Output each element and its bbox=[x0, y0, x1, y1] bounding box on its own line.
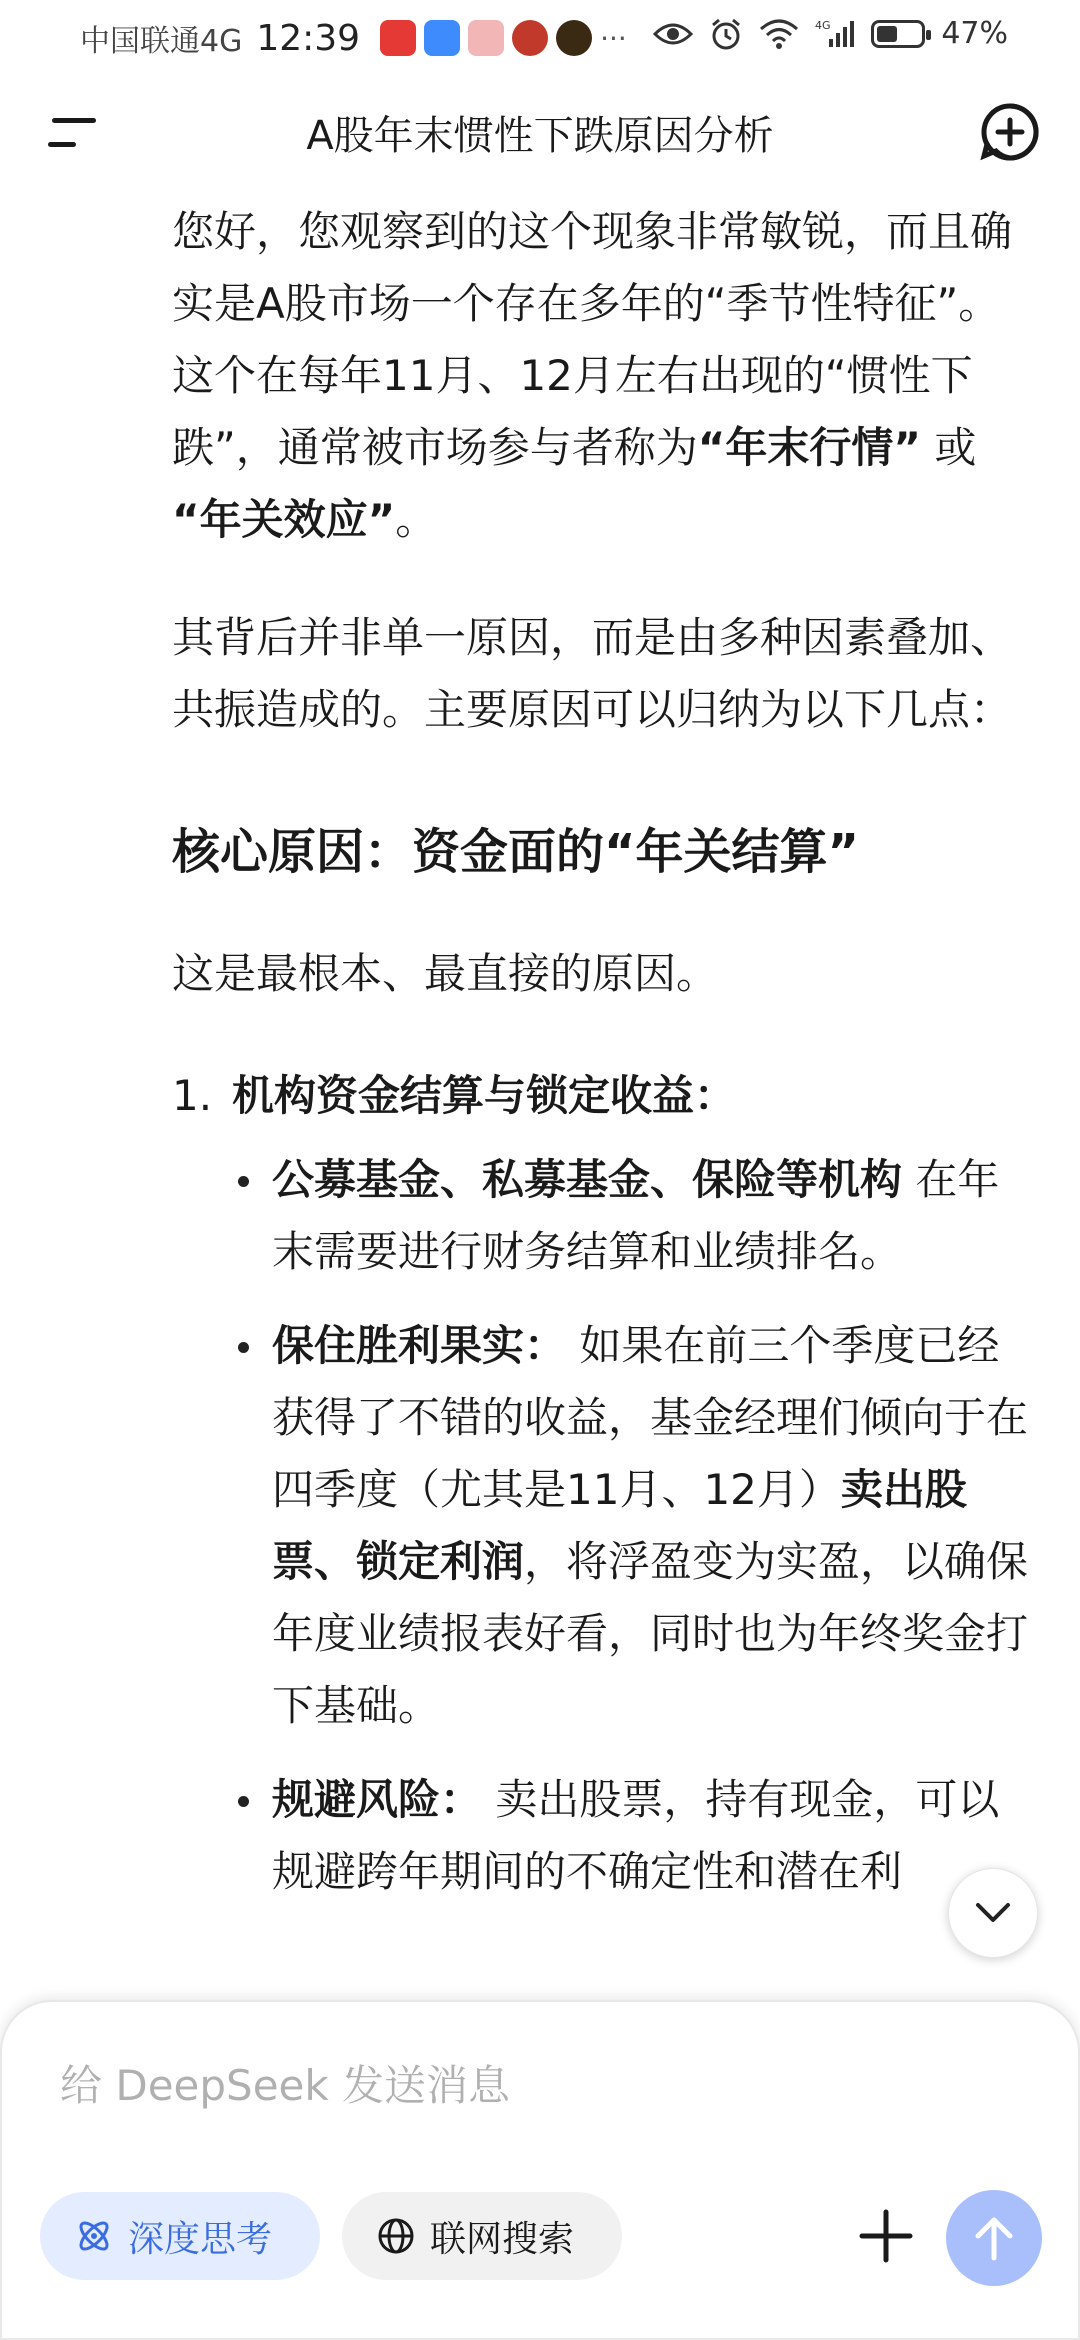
app-icon-game bbox=[556, 20, 592, 56]
alarm-icon bbox=[709, 17, 743, 51]
carrier-label: 中国联通4G bbox=[80, 24, 243, 59]
numbered-list-item bbox=[0, 1060, 1080, 1132]
message-paragraph bbox=[0, 196, 1080, 556]
list-item-title: 机构资金结算与锁定收益： bbox=[232, 1071, 737, 1120]
app-icon-avatar bbox=[512, 20, 548, 56]
text-run: 如果在前三个季度已经获得了不错的收益，基金经理们倾向于在四季度（尤其是11月、12月） bbox=[272, 1321, 1029, 1514]
new-chat-button[interactable] bbox=[978, 100, 1042, 164]
signal-4g-icon bbox=[815, 19, 855, 49]
new-chat-icon bbox=[978, 100, 1042, 164]
message-input[interactable]: 给 DeepSeek 发送消息 bbox=[60, 2061, 511, 2110]
more-notifications-icon: ··· bbox=[600, 21, 627, 55]
send-button[interactable] bbox=[946, 2190, 1042, 2286]
notification-icons bbox=[380, 20, 627, 56]
text-run: 卖出股票，持有现金，可以规避跨年期间的不确定性和潜在利 bbox=[272, 1775, 1000, 1896]
list-item bbox=[0, 1764, 1080, 1908]
battery-fill bbox=[877, 26, 897, 42]
deep-think-toggle[interactable] bbox=[40, 2192, 320, 2280]
status-left bbox=[80, 16, 627, 60]
chevron-down-icon bbox=[975, 1902, 1011, 1924]
wifi-icon bbox=[759, 19, 799, 49]
text-run: 或 bbox=[920, 423, 977, 472]
battery-icon bbox=[871, 20, 925, 48]
web-search-label: 联网搜索 bbox=[430, 2218, 575, 2260]
bullet-list bbox=[0, 1144, 1080, 1908]
text-run: ，将浮盈变为实盈，以确保年度业绩报表好看，同时也为年终奖金打下基础。 bbox=[272, 1537, 1029, 1730]
web-search-toggle[interactable] bbox=[342, 2192, 622, 2280]
status-bar bbox=[0, 0, 1080, 76]
bold-text: 公募基金、私募基金、保险等机构 bbox=[272, 1155, 903, 1204]
app-icon-blue bbox=[424, 20, 460, 56]
message-paragraph: 其背后并非单一原因，而是由多种因素叠加、共振造成的。主要原因可以归纳为以下几点： bbox=[172, 613, 1013, 734]
app-icon-box bbox=[468, 20, 504, 56]
attach-button[interactable] bbox=[848, 2198, 924, 2274]
eye-icon bbox=[653, 20, 693, 48]
atom-icon bbox=[74, 2216, 114, 2256]
assistant-message bbox=[0, 196, 1080, 1996]
list-item bbox=[0, 1144, 1080, 1288]
deep-think-label: 深度思考 bbox=[128, 2218, 273, 2260]
bold-text: 保住胜利果实： bbox=[272, 1321, 567, 1370]
list-number: 1. bbox=[172, 1071, 213, 1120]
clock: 12:39 bbox=[256, 17, 361, 59]
plus-icon bbox=[848, 2198, 924, 2274]
bold-text: “年关效应” bbox=[172, 495, 396, 544]
message-composer bbox=[0, 2000, 1080, 2340]
arrow-up-icon bbox=[972, 2214, 1016, 2262]
scroll-to-bottom-button[interactable] bbox=[948, 1868, 1038, 1958]
text-run: 。 bbox=[395, 495, 438, 544]
svg-text:4G: 4G bbox=[815, 18, 831, 32]
battery-tip bbox=[926, 30, 931, 40]
bold-text: “年末行情” bbox=[697, 423, 921, 472]
app-icon-red bbox=[380, 20, 416, 56]
message-paragraph: 这是最根本、最直接的原因。 bbox=[172, 949, 719, 998]
battery-percent: 47% bbox=[941, 16, 1008, 51]
globe-icon bbox=[376, 2216, 416, 2256]
bold-text: 卖出股票、锁定利润 bbox=[272, 1465, 967, 1586]
status-right bbox=[653, 16, 1008, 51]
text-run: 在年末需要进行财务结算和业绩排名。 bbox=[272, 1155, 1000, 1276]
list-item bbox=[0, 1310, 1080, 1742]
top-app-bar bbox=[0, 92, 1080, 172]
section-heading: 核心原因：资金面的“年关结算” bbox=[172, 824, 860, 880]
page-title: A股年末惯性下跌原因分析 bbox=[306, 113, 774, 159]
text-run: 您好，您观察到的这个现象非常敏锐，而且确实是A股市场一个存在多年的“季节性特征”。这个在每年11月、12月左右出现的“惯性下跌”，通常被市场参与者称为 bbox=[172, 207, 1013, 472]
bold-text: 规避风险： bbox=[272, 1775, 483, 1824]
